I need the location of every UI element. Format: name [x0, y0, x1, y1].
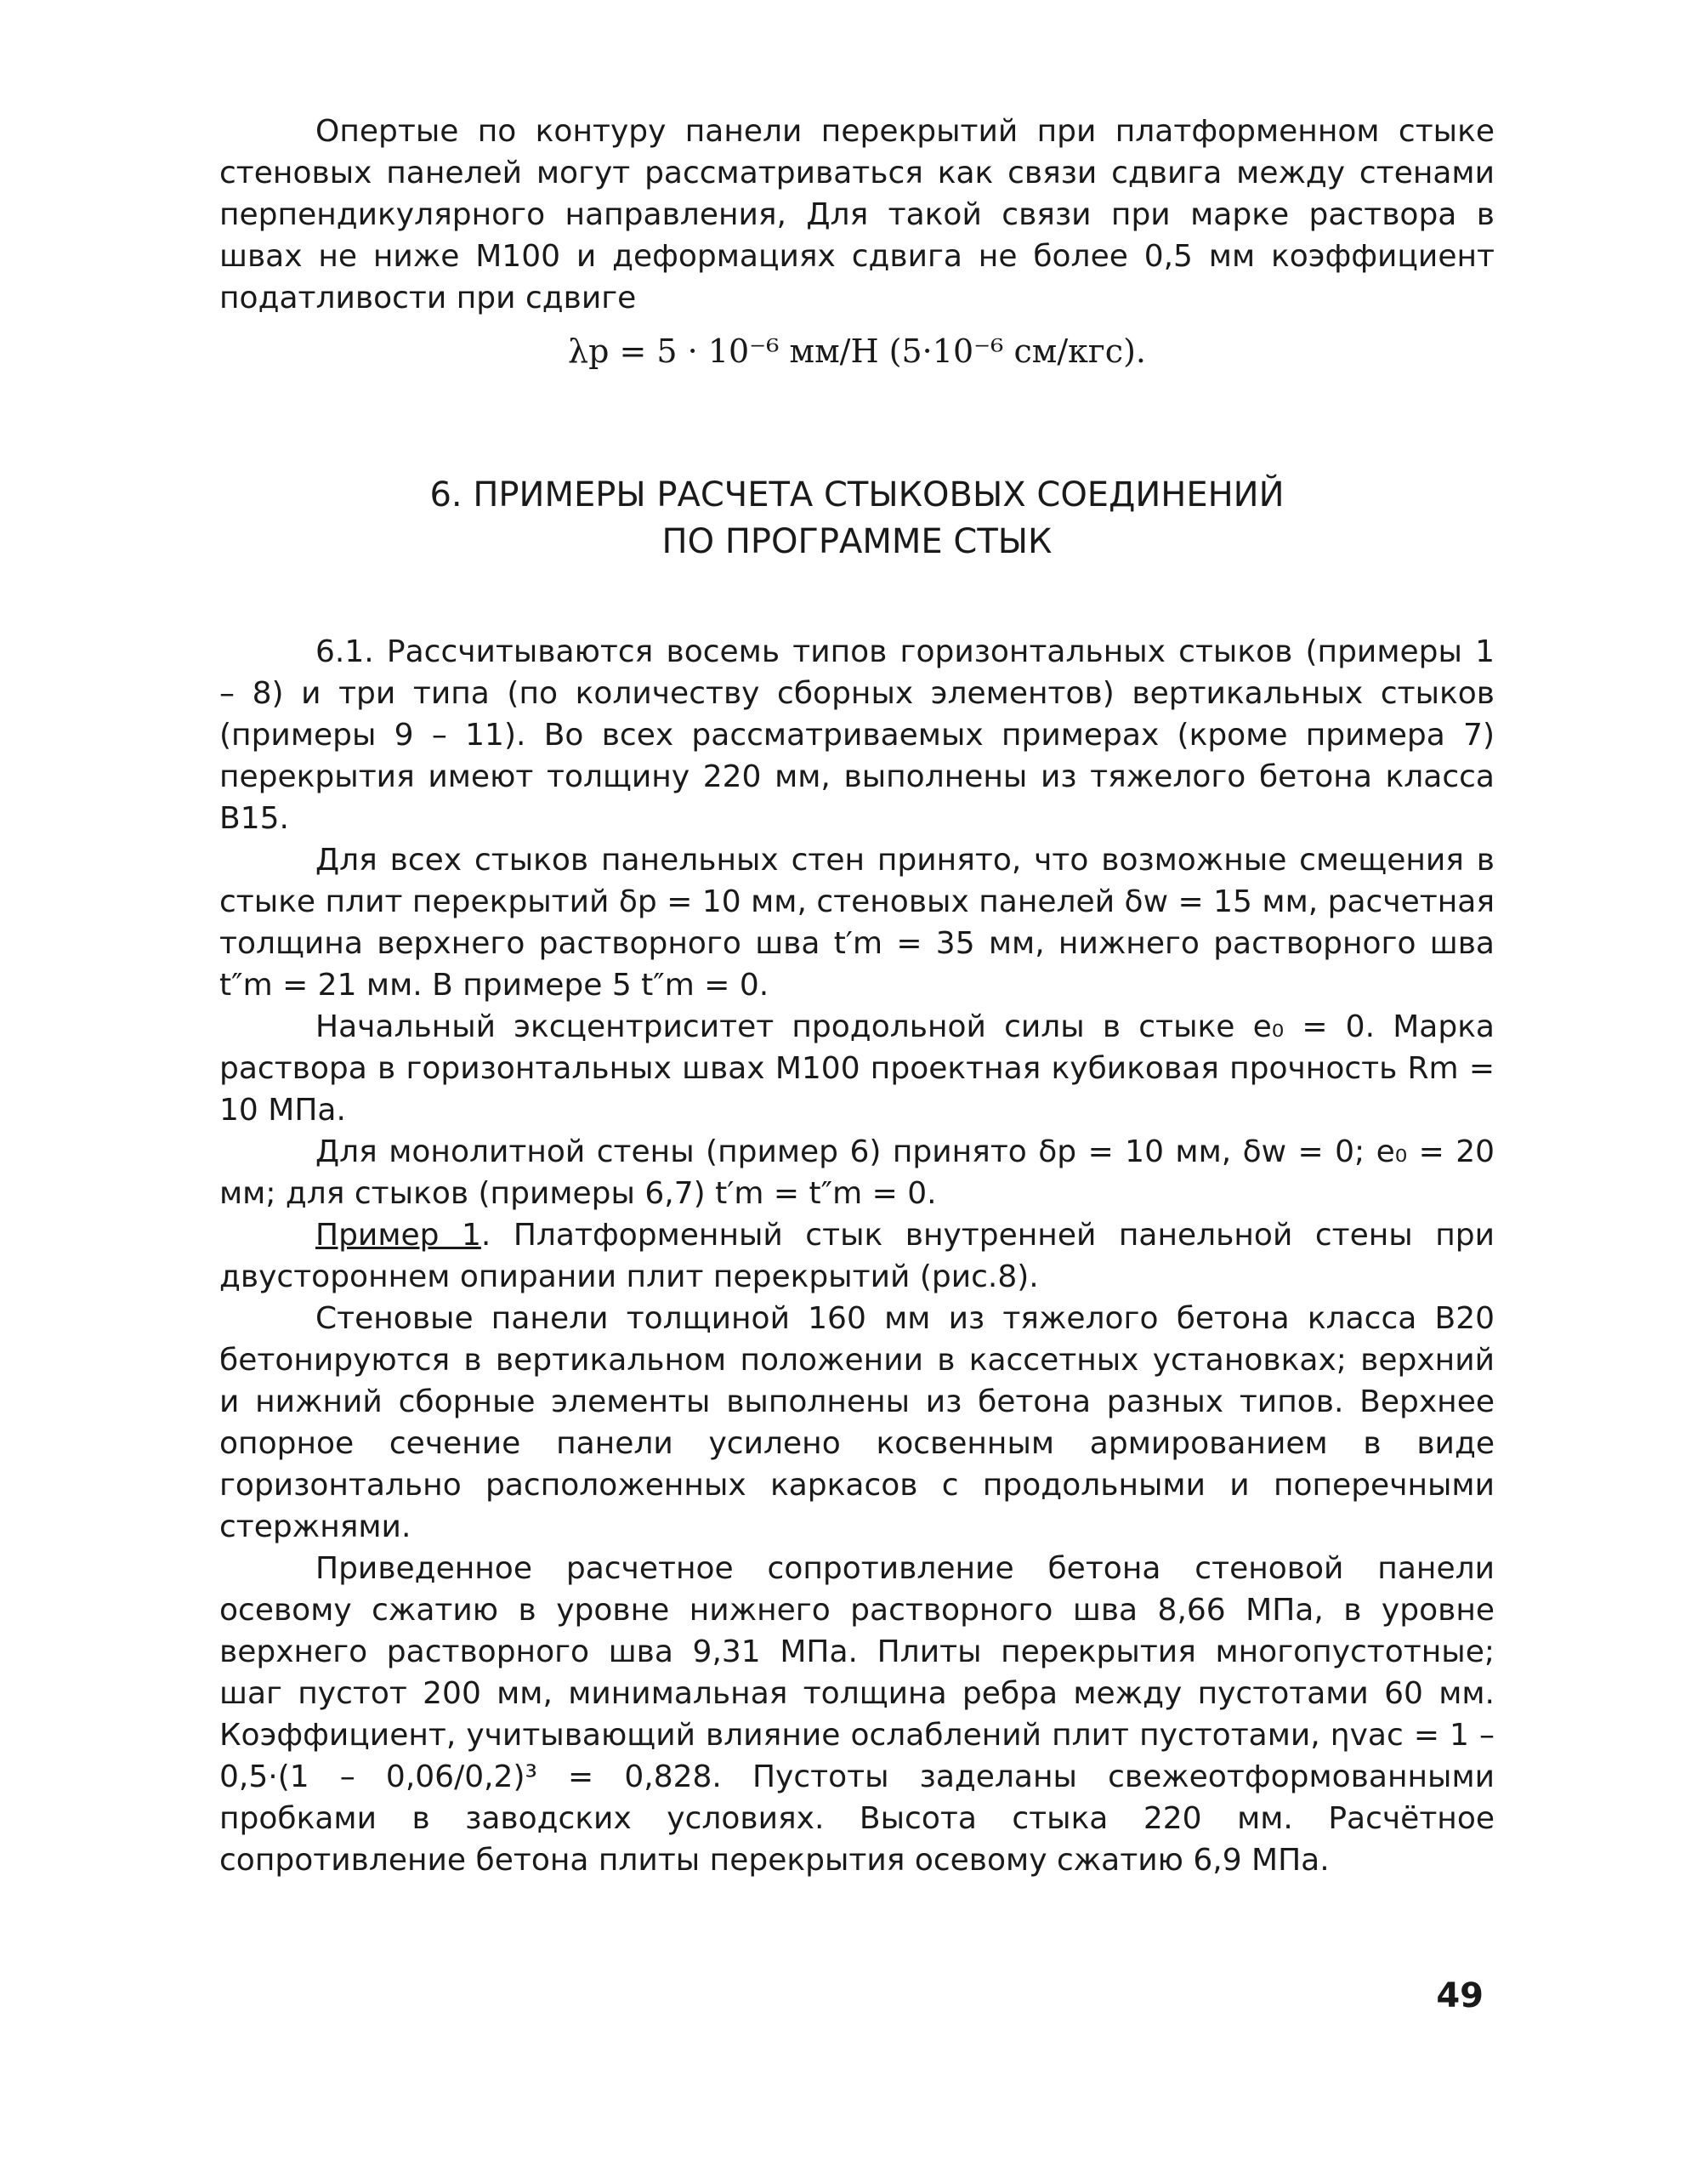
paragraph-resistance: Приведенное расчетное сопротивление бетона стеновой панели осевому сжатию в уровне нижнего растворного шва 8,66 МПа, в уровне верхнего растворного шва 9,31 МПа. Плиты перекрытия многопустотные; шаг пустот 200 мм, минимальная толщина ребра между пустотами 60 мм. Коэффициент, учитывающий влияние ослаблений плит пустотами, ηvac = 1 – 0,5·(1 – 0,06/0,2)³ = 0,828. Пустоты заделаны свежеотформованными пробками в заводских условиях. Высота стыка 220 мм. Расчётное сопротивление бетона плиты перекрытия осевому сжатию 6,9 МПа. [219, 1551, 1495, 1878]
section-body [219, 631, 1495, 1881]
paragraph-eccentricity: Начальный эксцентриситет продольной силы в стыке e₀ = 0. Марка раствора в горизонтальных швах М100 проектная кубиковая прочность Rm = 10 МПа. [219, 1009, 1495, 1128]
section-heading-line2: ПО ПРОГРАММЕ СТЫК [661, 522, 1053, 561]
paragraph-panels: Стеновые панели толщиной 160 мм из тяжелого бетона класса В20 бетонируются в вертикальном положении в кассетных установках; верхний и нижний сборные элементы выполнены из бетона разных типов. Верхнее опорное сечение панели усилено косвенным армированием в виде горизонтально расположенных каркасов с продольными и поперечными стержнями. [219, 1301, 1495, 1544]
paragraph-example-1 [219, 1214, 1495, 1298]
paragraph-6-1: 6.1. Рассчитываются восемь типов горизонтальных стыков (примеры 1 – 8) и три типа (по количеству сборных элементов) вертикальных стыков (примеры 9 – 11). Во всех рассматриваемых примерах (кроме примера 7) перекрытия имеют толщину 220 мм, выполнены из тяжелого бетона класса В15. [219, 634, 1495, 836]
paragraph-monolithic: Для монолитной стены (пример 6) принято δp = 10 мм, δw = 0; e₀ = 20 мм; для стыков (примеры 6,7) t′m = t″m = 0. [219, 1134, 1495, 1211]
section-heading-line1: 6. ПРИМЕРЫ РАСЧЕТА СТЫКОВЫХ СОЕДИНЕНИЙ [429, 475, 1285, 514]
section-heading [219, 472, 1495, 566]
compliance-formula: λp = 5 · 10⁻⁶ мм/Н (5·10⁻⁶ см/кгс). [568, 333, 1146, 370]
example-text: . Платформенный стык внутренней панельной стены при двустороннем опирании плит перекрытий (рис.8). [219, 1218, 1495, 1294]
example-label: Пример 1 [315, 1218, 481, 1253]
intro-paragraph: Опертые по контуру панели перекрытий при платформенном стыке стеновых панелей могут рассматриваться как связи сдвига между стенами перпендикулярного направления, Для такой связи при марке раствора в швах не ниже М100 и деформациях сдвига не более 0,5 мм коэффициент податливости при сдвиге [219, 114, 1495, 315]
page-number: 49 [1436, 1976, 1484, 2015]
paragraph-displacements: Для всех стыков панельных стен принято, что возможные смещения в стыке плит перекрытий δp = 10 мм, стеновых панелей δw = 15 мм, расчетная толщина верхнего растворного шва t′m = 35 мм, нижнего растворного шва t″m = 21 мм. В примере 5 t″m = 0. [219, 843, 1495, 1003]
intro-block [219, 111, 1495, 377]
